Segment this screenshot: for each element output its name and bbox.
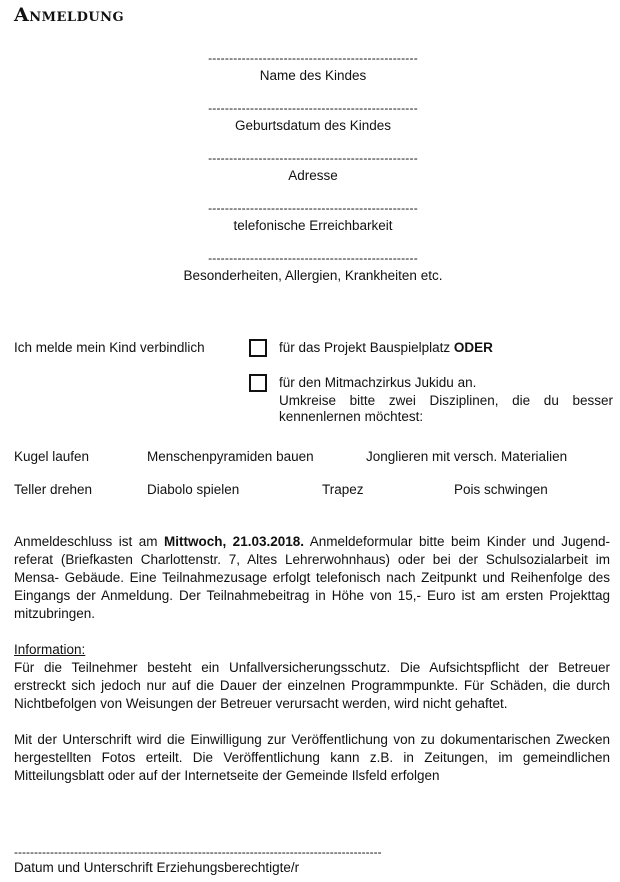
- checkbox-bauspielplatz[interactable]: [249, 339, 267, 357]
- field-line: --------------------------------------------------: [208, 102, 418, 114]
- discipline-diabolo[interactable]: Diabolo spielen: [147, 482, 240, 497]
- field-line: --------------------------------------------------: [208, 152, 418, 164]
- discipline-jonglieren[interactable]: Jonglieren mit versch. Materialien: [366, 449, 568, 464]
- deadline-paragraph: [14, 533, 610, 623]
- field-line: --------------------------------------------------: [208, 252, 418, 264]
- deadline-text: Anmeldeformular bitte beim Kinder und Jugend-referat (Briefkasten Charlottenstr. 7, Altes Lehrerwohnhaus) oder bei der Schulsozialarbeit im Mensa- Gebäude. Eine Teilnahmezusage erfolgt telefonisch nach Zeitpunkt und Reihenfolge des Eingangs der Anmeldung. Der Teilnahmebeitrag in Höhe von 15,- Euro ist am ersten Projekttag mitzubringen.: [14, 534, 610, 621]
- option-oder-label: ODER: [453, 340, 493, 355]
- field-label-phone: telefonische Erreichbarkeit: [233, 218, 393, 233]
- checkbox-mitmachzirkus[interactable]: [249, 374, 267, 392]
- registration-intro: Ich melde mein Kind verbindlich: [14, 340, 205, 355]
- discipline-menschenpyramiden[interactable]: Menschenpyramiden bauen: [147, 449, 314, 464]
- field-line: --------------------------------------------------: [208, 202, 418, 214]
- option-mitmachzirkus-label: für den Mitmachzirkus Jukidu an.: [279, 375, 477, 390]
- discipline-trapez[interactable]: Trapez: [322, 482, 364, 497]
- address-field[interactable]: [150, 152, 476, 184]
- notes-field[interactable]: [150, 252, 476, 284]
- birthdate-field[interactable]: [150, 102, 476, 134]
- signature-label: Datum und Unterschrift Erziehungsberechtigte/r: [14, 860, 300, 875]
- field-label-name: Name des Kindes: [259, 68, 367, 83]
- name-field[interactable]: [150, 52, 476, 84]
- discipline-kugel-laufen[interactable]: Kugel laufen: [14, 449, 90, 464]
- deadline-prefix: Anmeldeschluss ist am: [14, 534, 164, 549]
- discipline-teller-drehen[interactable]: Teller drehen: [14, 482, 93, 497]
- page-title: Anmeldung: [14, 4, 125, 26]
- information-paragraph: Für die Teilnehmer besteht ein Unfallversicherungsschutz. Die Aufsichtspflicht der Betreuer erstreckt sich jedoch nur auf die Dauer der einzelnen Programmpunkte. Für Schäden, die durch Nichtbefolgen von Weisungen der Betreuer verursacht werden, wird nicht gehaftet.: [14, 660, 610, 711]
- information-heading: Information:: [14, 642, 86, 657]
- signature-line[interactable]: --------------------------------------------------------------------------------------------: [14, 845, 382, 859]
- option-bauspielplatz-label: für das Projekt Bauspielplatz: [279, 340, 454, 355]
- field-line: --------------------------------------------------: [208, 52, 418, 64]
- field-label-birthdate: Geburtsdatum des Kindes: [234, 118, 392, 133]
- field-label-address: Adresse: [288, 168, 338, 183]
- consent-paragraph: Mit der Unterschrift wird die Einwilligung zur Veröffentlichung von zu dokumentarischen Zwecken hergestellten Fotos erteilt. Die Veröffentlichung kann z.B. in Zeitungen, im gemeindlichen Mitteilungsblatt oder auf der Internetseite der Gemeinde Ilsfeld erfolgen: [14, 732, 610, 783]
- phone-field[interactable]: [150, 202, 476, 234]
- option-bauspielplatz: [279, 340, 493, 356]
- field-label-notes: Besonderheiten, Allergien, Krankheiten etc.: [183, 268, 443, 283]
- deadline-date: Mittwoch, 21.03.2018.: [163, 534, 304, 549]
- discipline-instruction: Umkreise bitte zwei Disziplinen, die du besser kennenlernen möchtest:: [279, 393, 613, 424]
- discipline-pois[interactable]: Pois schwingen: [454, 482, 548, 497]
